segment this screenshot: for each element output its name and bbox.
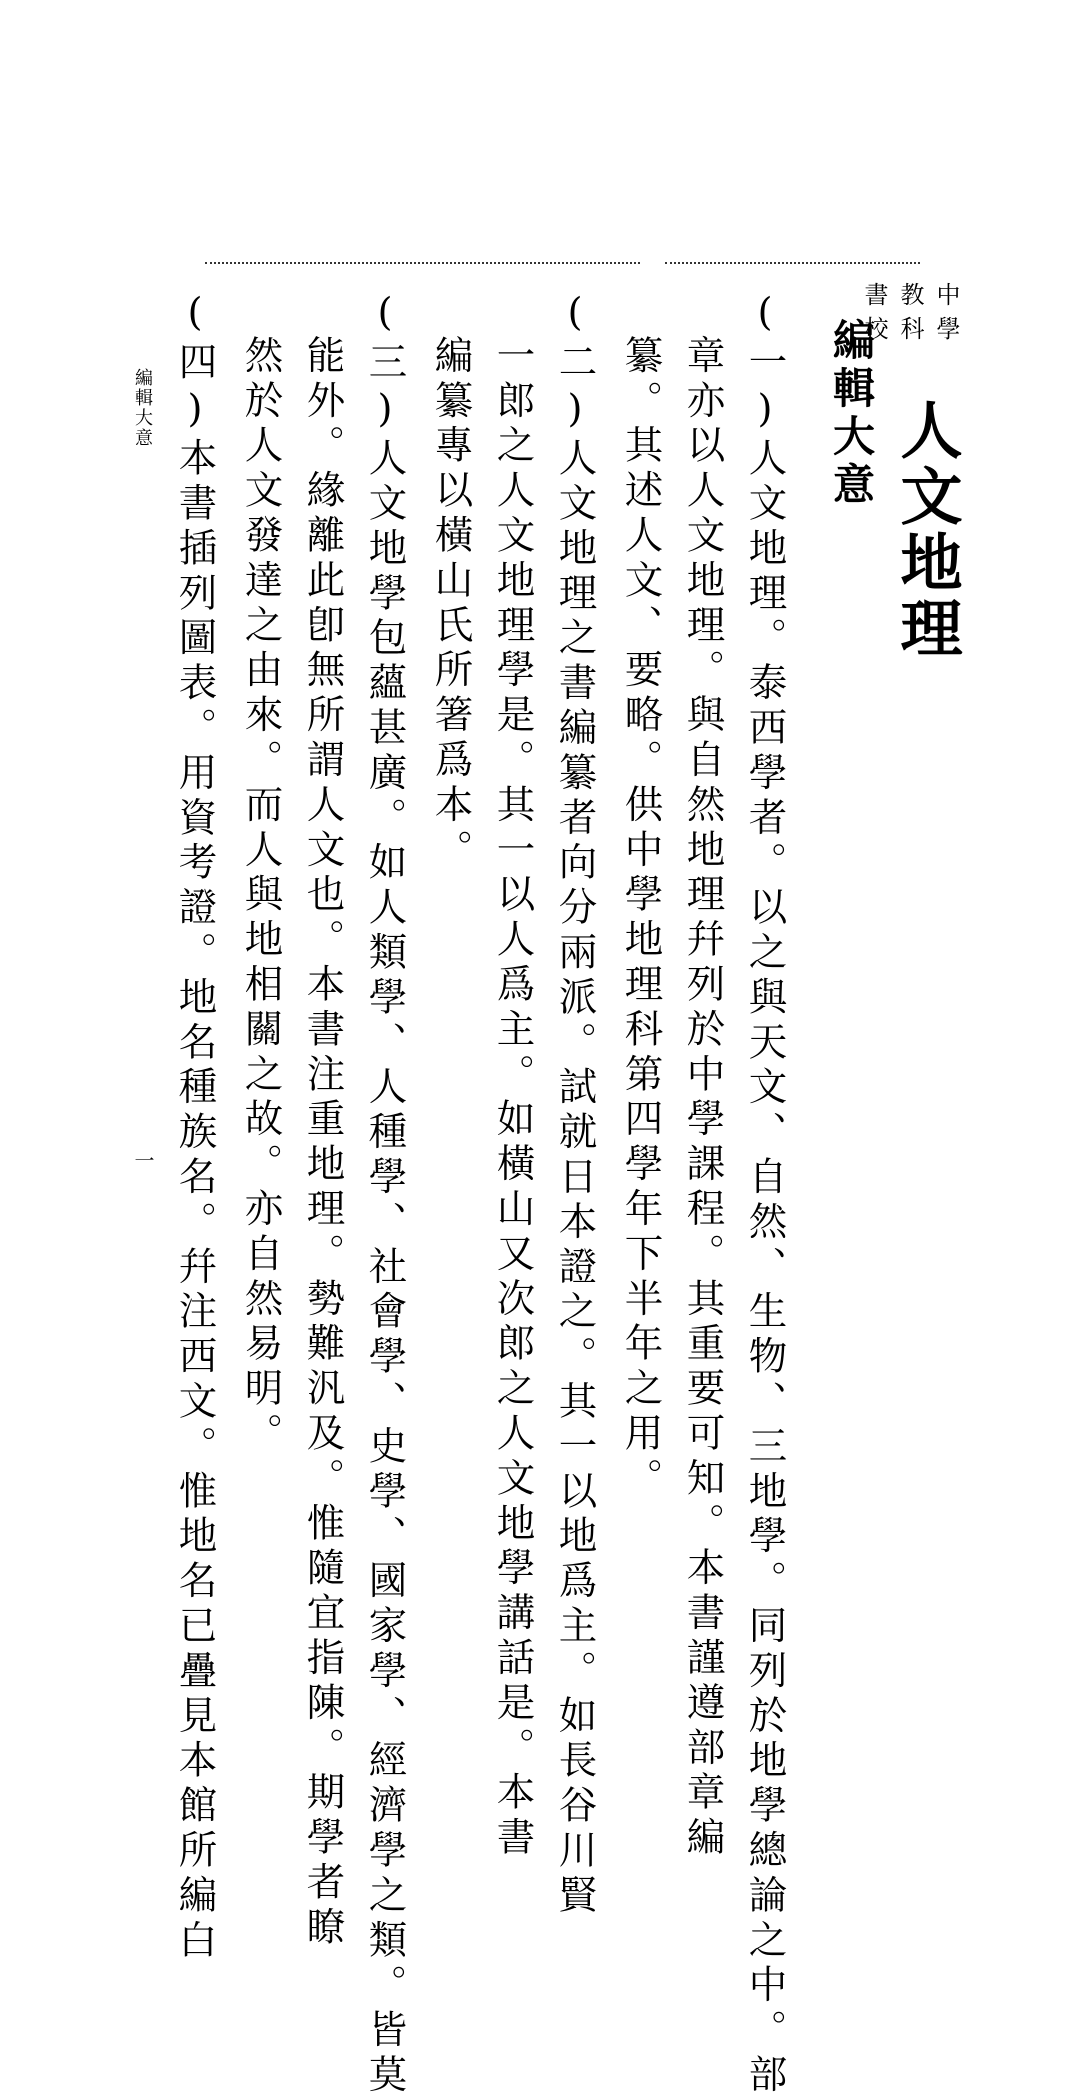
text-column: 一郎之人文地理學是。其一以人爲主。如橫山又次郎之人文地學講話是。本書 bbox=[490, 335, 536, 1862]
top-rule-left bbox=[205, 262, 640, 268]
text-column: 纂。其述人文、要略。供中學地理科第四學年下半年之用。 bbox=[618, 335, 664, 1503]
book-title: 人文地理 bbox=[890, 398, 963, 662]
text-column: 編纂專以橫山氏所箸爲本。 bbox=[428, 335, 474, 874]
text-column: (一)人文地理。泰西學者。以之與天文、自然、生物、三地學。同列於地學總論之中。部 bbox=[742, 290, 788, 2099]
running-head: 編輯大意 bbox=[132, 368, 153, 448]
section-heading: 編輯大意 bbox=[827, 318, 876, 510]
top-rule-right bbox=[665, 262, 920, 268]
text-column: (二)人文地理之書編纂者向分兩派。試就日本證之。其一以地爲主。如長谷川賢 bbox=[552, 290, 598, 1920]
series-label: 中學 教科 書校 bbox=[860, 282, 960, 350]
page-number: 一 bbox=[131, 1150, 155, 1170]
text-column: 能外。緣離此卽無所謂人文也。本書注重地理。勢難汎及。惟隨宜指陳。期學者瞭 bbox=[300, 335, 346, 1952]
text-column: 然於人文發達之由來。而人與地相關之故。亦自然易明。 bbox=[238, 335, 284, 1458]
text-column: (三)人文地學包蘊甚廣。如人類學、人種學、社會學、史學、國家學、經濟學之類。皆莫 bbox=[362, 290, 408, 2099]
text-column: (四)本書插列圖表。用資考證。地名種族名。幷注西文。惟地名已疊見本館所編白 bbox=[172, 290, 218, 1965]
text-column: 章亦以人文地理。與自然地理幷列於中學課程。其重要可知。本書謹遵部章編 bbox=[680, 335, 726, 1862]
